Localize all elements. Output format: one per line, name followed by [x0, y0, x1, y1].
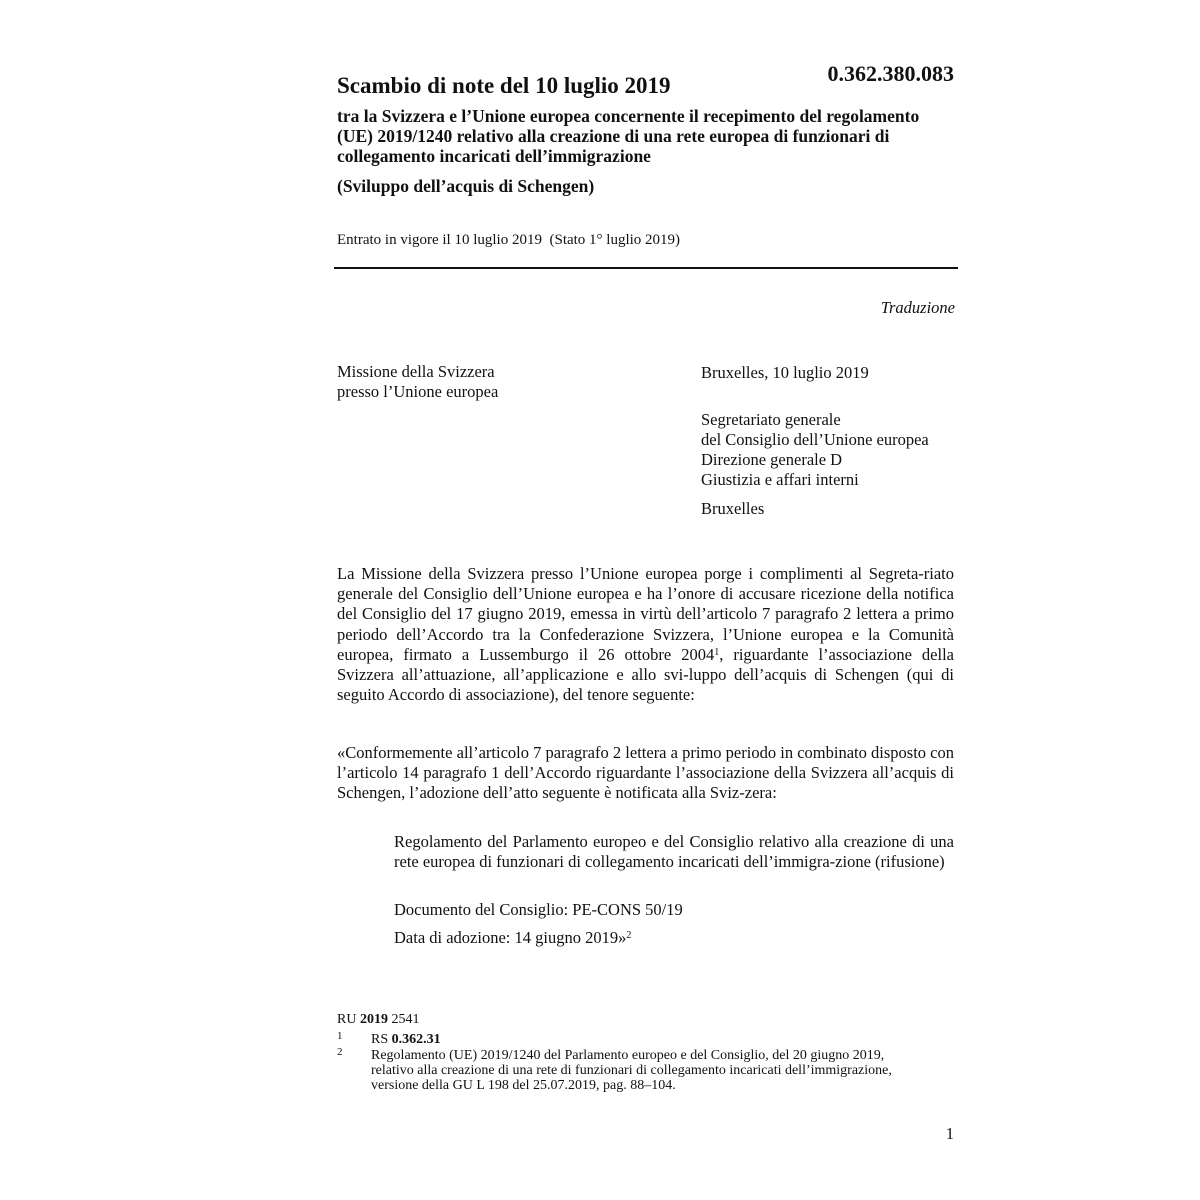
recipient-line: Giustizia e affari interni	[701, 470, 859, 489]
recipient-line: Direzione generale D	[701, 450, 843, 469]
sender-line: presso l’Unione europea	[337, 382, 499, 401]
footnote-number: 1	[337, 1030, 343, 1042]
header-divider	[334, 267, 958, 269]
quoted-regulation: Regolamento del Parlamento europeo e del Consiglio relativo alla creazione di una rete europea di funzionari di collegamento incaricati dell’immigra-zione (rifusione)	[394, 832, 954, 872]
body-paragraph-2: «Conformemente all’articolo 7 paragrafo 2 lettera a primo periodo in combinato disposto con l’articolo 14 paragrafo 1 dell’Accordo riguardante l’associazione della Svizzera all’acquis di Schengen, l’adozione dell’atto seguente è notificata alla Sviz-zera:	[337, 743, 954, 803]
document-subtitle: tra la Svizzera e l’Unione europea concernente il recepimento del regolamento (UE) 2019/1240 relativo alla creazione di una rete europea di funzionari di collegamento incaricati dell’immigrazione	[337, 106, 920, 166]
ru-page: 2541	[391, 1012, 420, 1027]
adoption-date-text: Data di adozione: 14 giugno 2019»	[394, 928, 627, 947]
document-title: Scambio di note del 10 luglio 2019	[337, 73, 671, 98]
official-compilation-ref	[337, 1011, 419, 1029]
in-force-date: Entrato in vigore il 10 luglio 2019 (Stato 1° luglio 2019)	[337, 232, 681, 248]
rs-prefix: RS	[371, 1032, 389, 1047]
recipient-city: Bruxelles	[701, 499, 765, 518]
paragraph-text: La Missione della Svizzera presso l’Unione europea porge i complimenti al Segreta-riato generale del Consiglio dell’Unione europea e ha l’onore di accusare ricezione della notifica del Consiglio del 17 giugno 2019, emessa in virtù dell’articolo 7 paragrafo 2 lettera a primo periodo dell’Accordo tra la Confederazione Svizzera, l’Unione europea e la Comunità europea, firmato a Lussemburgo il 26 ottobre 2004	[337, 564, 954, 664]
footnote-ref-2[interactable]: 2	[626, 930, 632, 941]
body-paragraph-1	[337, 564, 954, 705]
place-date: Bruxelles, 10 luglio 2019	[701, 363, 869, 382]
footnote-ref-1[interactable]: 1	[714, 646, 720, 658]
sr-number: 0.362.380.083	[827, 61, 954, 86]
schengen-note: (Sviluppo dell’acquis di Schengen)	[337, 176, 595, 196]
quoted-document: Documento del Consiglio: PE-CONS 50/19	[394, 900, 683, 919]
quoted-adoption-date	[394, 928, 954, 948]
rs-number[interactable]: 0.362.31	[391, 1032, 441, 1047]
recipient-line: del Consiglio dell’Unione europea	[701, 430, 929, 449]
translation-label: Traduzione	[880, 298, 955, 317]
page-number: 1	[945, 1124, 954, 1143]
paragraph-text: , riguardante l’associazione della Svizzera all’attuazione, all’applicazione e allo svi-luppo dell’acquis di Schengen (qui di seguito Accordo di associazione), del tenore seguente:	[337, 644, 954, 705]
footnote-text	[371, 1032, 926, 1047]
sender-line: Missione della Svizzera	[337, 362, 495, 381]
sender-block	[337, 362, 657, 402]
ru-prefix: RU	[337, 1012, 357, 1027]
footnote-text: Regolamento (UE) 2019/1240 del Parlamento europeo e del Consiglio, del 20 giugno 2019, relativo alla creazione di una rete di funzionari di collegamento incaricati dell’immigrazione, versione della GU L 198 del 25.07.2019, pag. 88–104.	[371, 1048, 892, 1093]
recipient-block	[701, 410, 961, 490]
ru-year: 2019	[359, 1012, 388, 1027]
recipient-line: Segretariato generale	[701, 410, 841, 429]
footnote-number: 2	[337, 1046, 343, 1058]
